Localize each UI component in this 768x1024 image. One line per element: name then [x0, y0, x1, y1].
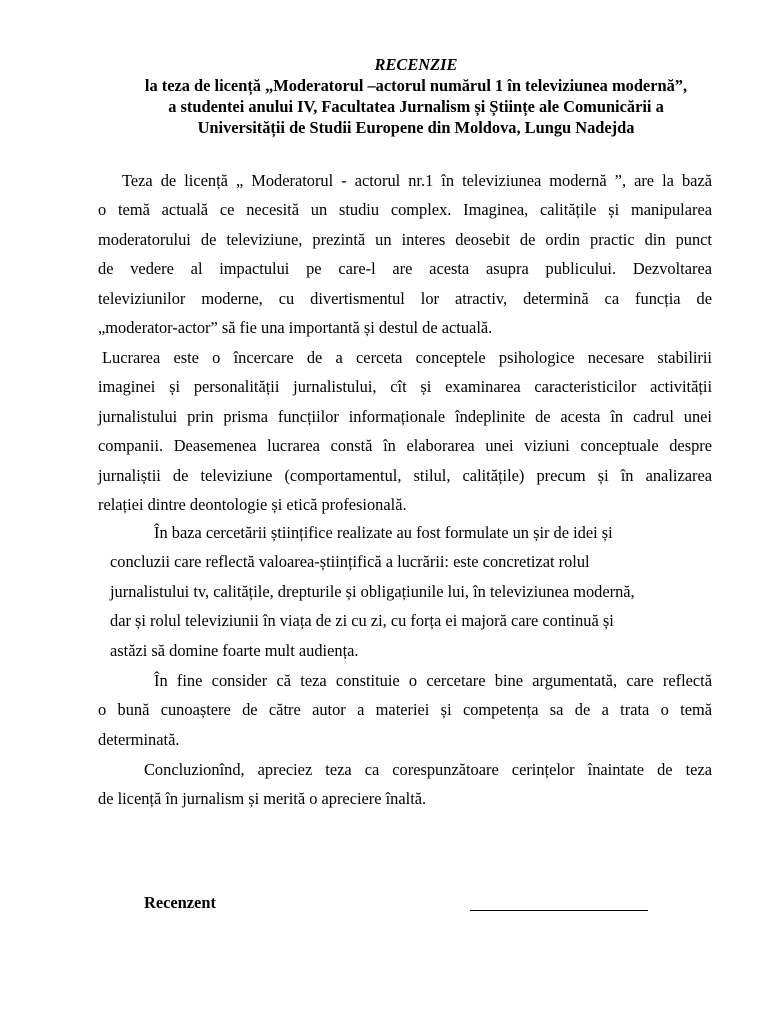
paragraph-line: dar și rolul televiziunii în viața de zi cu zi, cu forța ei majoră care continuă și [110, 611, 614, 631]
heading-line: la teza de licență „Moderatorul –actorul numărul 1 în televiziunea modernă”, [144, 76, 688, 95]
paragraph-line: jurnalistului tv, calitățile, drepturile și obligațiunile lui, în televiziunea modernă, [110, 581, 635, 601]
signature-line [470, 910, 648, 911]
paragraph-line: de vedere al impactului pe care-l are acesta asupra publicului. Dezvoltarea [98, 259, 712, 279]
signature-label: Recenzent [144, 893, 216, 912]
paragraph-line: astăzi să domine foarte mult audiența. [110, 640, 359, 660]
paragraph-line: Lucrarea este o încercare de a cerceta conceptele psihologice necesare stabilirii [102, 348, 712, 367]
heading-line: Universității de Studii Europene din Moldova, Lungu Nadejda [197, 118, 635, 137]
paragraph-line: În fine consider că teza constituie o cercetare bine argumentată, care reflectă [154, 671, 712, 690]
paragraph-5 [98, 755, 712, 814]
paragraph-line: de licență în jurnalism și merită o apreciere înaltă. [98, 789, 427, 809]
paragraph-line: concluzii care reflectă valoarea-științifică a lucrării: este concretizat rolul [110, 552, 590, 572]
paragraph-line: Concluzionînd, apreciez teza ca corespunzătoare cerințelor înaintate de teza [144, 760, 712, 779]
paragraph-4 [98, 666, 712, 754]
paragraph-line: televiziunilor moderne, cu divertismentul lor atractiv, determină ca funcția de [98, 288, 712, 308]
paragraph-line: jurnaliștii de televiziune (comportamentul, stilul, calitățile) precum și în analizarea [98, 465, 712, 485]
paragraph-line: companii. Deasemenea lucrarea constă în elaborarea unei viziuni conceptuale despre [98, 436, 712, 456]
paragraph-line: „moderator-actor” să fie una importantă și destul de actuală. [98, 318, 493, 338]
paragraph-line: În baza cercetării științifice realizate au fost formulate un șir de idei și [154, 523, 613, 542]
paragraph-line: imaginei și personalității jurnalistului, cît și examinarea caracteristicilor activității [98, 377, 712, 397]
paragraph-line: o temă actuală ce necesită un studiu complex. Imaginea, calitățile și manipularea [98, 200, 712, 220]
paragraph-line: Teza de licență „ Moderatorul - actorul nr.1 în televiziunea modernă ”, are la bază [122, 171, 712, 190]
paragraph-line: o bună cunoaștere de către autor a materiei și competența sa de a trata o temă [98, 700, 712, 720]
paragraph-line: determinată. [98, 729, 180, 749]
paragraph-line: moderatorului de televiziune, prezintă un interes deosebit de ordin practic din punct [98, 229, 712, 249]
paragraph-3 [110, 518, 712, 665]
paragraph-line: relației dintre deontologie și etică profesională. [98, 495, 407, 515]
document-heading [96, 54, 736, 138]
paragraph-1 [98, 166, 712, 342]
heading-line: a studentei anului IV, Facultatea Jurnalism și Științe ale Comunicării a [168, 97, 664, 116]
paragraph-line: jurnalistului prin prisma funcțiilor informaționale îndeplinite de acesta în cadrul unei [98, 406, 712, 426]
paragraph-2 [98, 343, 712, 519]
document-title: RECENZIE [374, 55, 458, 74]
